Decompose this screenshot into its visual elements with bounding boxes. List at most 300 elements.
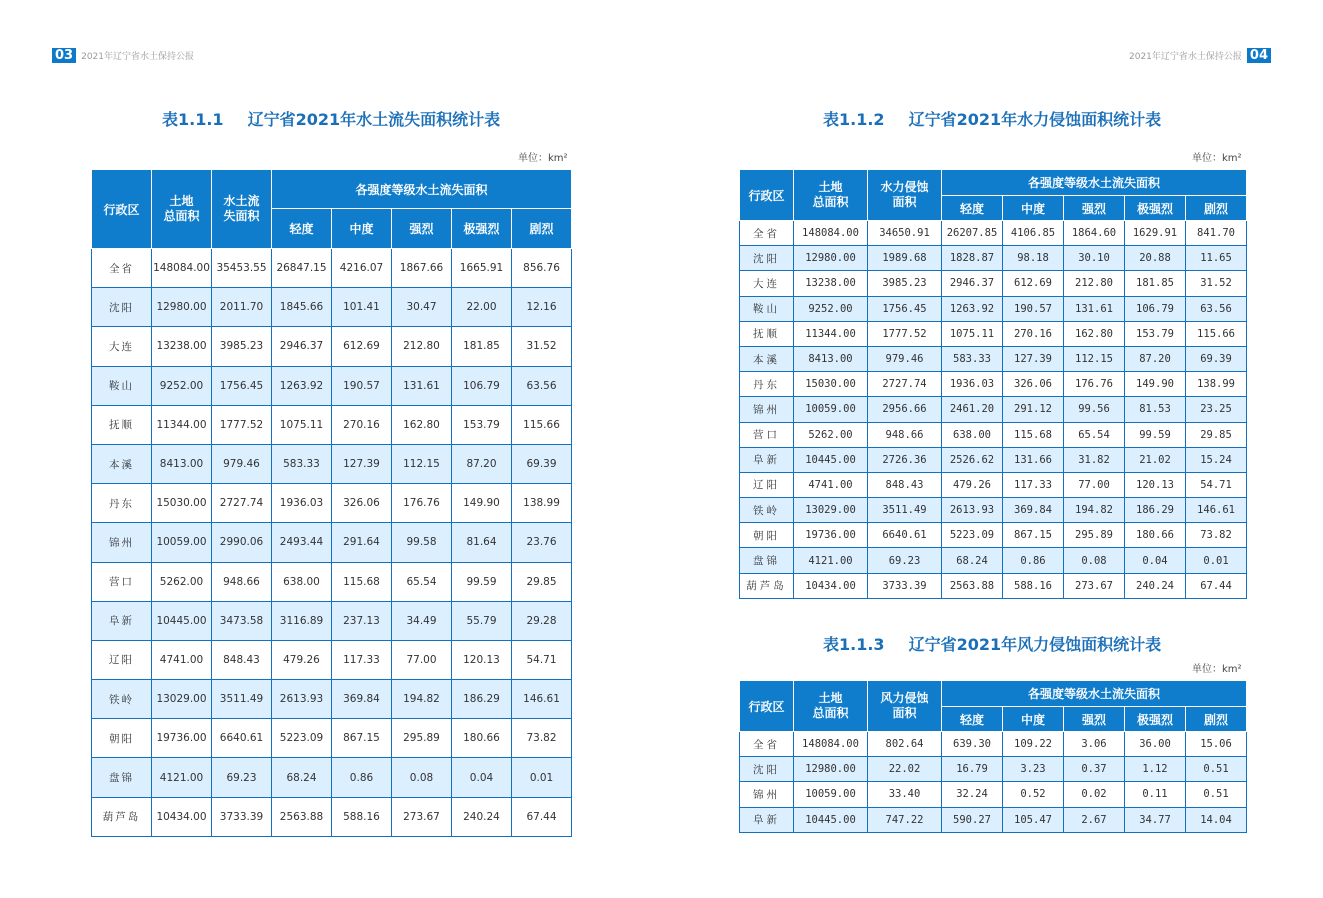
value-cell: 612.69: [1003, 271, 1064, 296]
region-cell: 辽阳: [92, 640, 152, 679]
value-cell: 3473.58: [212, 601, 272, 640]
value-cell: 26847.15: [272, 249, 332, 288]
region-cell: 丹东: [92, 484, 152, 523]
table-row: [740, 447, 1247, 472]
header-level-light: 轻度: [942, 196, 1003, 221]
value-cell: 10434.00: [794, 573, 868, 598]
left-page-number: 03: [52, 48, 76, 63]
value-cell: 0.86: [332, 758, 392, 797]
value-cell: 31.52: [1186, 271, 1247, 296]
value-cell: 54.71: [512, 640, 572, 679]
value-cell: 583.33: [272, 444, 332, 483]
table1: [91, 169, 572, 837]
region-cell: 朝阳: [740, 523, 794, 548]
value-cell: 588.16: [1003, 573, 1064, 598]
region-cell: 辽阳: [740, 472, 794, 497]
value-cell: 2493.44: [272, 523, 332, 562]
value-cell: 15.06: [1186, 732, 1247, 757]
region-cell: 沈阳: [740, 757, 794, 782]
region-cell: 阜新: [92, 601, 152, 640]
value-cell: 590.27: [942, 807, 1003, 832]
value-cell: 69.39: [1186, 346, 1247, 371]
header-land-area: 土地 总面积: [794, 170, 868, 221]
value-cell: 106.79: [1125, 296, 1186, 321]
value-cell: 99.58: [392, 523, 452, 562]
value-cell: 583.33: [942, 346, 1003, 371]
value-cell: 326.06: [332, 484, 392, 523]
value-cell: 1989.68: [868, 246, 942, 271]
table-row: [92, 405, 572, 444]
table-row: [740, 782, 1247, 807]
value-cell: 8413.00: [794, 346, 868, 371]
table-row: [92, 366, 572, 405]
value-cell: 29.85: [512, 562, 572, 601]
region-cell: 全省: [740, 221, 794, 246]
region-cell: 抚顺: [740, 321, 794, 346]
value-cell: 101.41: [332, 288, 392, 327]
header-wind-erosion-area: 风力侵蚀 面积: [868, 681, 942, 732]
value-cell: 1777.52: [212, 405, 272, 444]
value-cell: 30.10: [1064, 246, 1125, 271]
value-cell: 1665.91: [452, 249, 512, 288]
value-cell: 31.82: [1064, 447, 1125, 472]
value-cell: 3733.39: [868, 573, 942, 598]
value-cell: 240.24: [452, 797, 512, 836]
table-row: [740, 296, 1247, 321]
region-cell: 阜新: [740, 447, 794, 472]
value-cell: 15030.00: [152, 484, 212, 523]
value-cell: 73.82: [1186, 523, 1247, 548]
region-cell: 锦州: [92, 523, 152, 562]
header-level-moderate: 中度: [332, 209, 392, 249]
value-cell: 99.56: [1064, 397, 1125, 422]
value-cell: 856.76: [512, 249, 572, 288]
table-row: [740, 221, 1247, 246]
value-cell: 149.90: [452, 484, 512, 523]
table-row: [92, 444, 572, 483]
value-cell: 295.89: [1064, 523, 1125, 548]
value-cell: 4741.00: [794, 472, 868, 497]
value-cell: 291.64: [332, 523, 392, 562]
value-cell: 87.20: [452, 444, 512, 483]
region-cell: 大连: [92, 327, 152, 366]
value-cell: 0.11: [1125, 782, 1186, 807]
header-level-moderate: 中度: [1003, 196, 1064, 221]
value-cell: 2946.37: [942, 271, 1003, 296]
value-cell: 479.26: [942, 472, 1003, 497]
value-cell: 138.99: [512, 484, 572, 523]
region-cell: 本溪: [92, 444, 152, 483]
value-cell: 69.23: [868, 548, 942, 573]
value-cell: 9252.00: [794, 296, 868, 321]
value-cell: 34.49: [392, 601, 452, 640]
value-cell: 212.80: [1064, 271, 1125, 296]
header-region: 行政区: [92, 170, 152, 249]
value-cell: 2613.93: [272, 680, 332, 719]
value-cell: 11344.00: [794, 321, 868, 346]
region-cell: 全省: [92, 249, 152, 288]
value-cell: 23.76: [512, 523, 572, 562]
value-cell: 12980.00: [794, 246, 868, 271]
value-cell: 237.13: [332, 601, 392, 640]
value-cell: 948.66: [868, 422, 942, 447]
table-row: [740, 548, 1247, 573]
value-cell: 295.89: [392, 719, 452, 758]
value-cell: 0.08: [1064, 548, 1125, 573]
table-row: [740, 498, 1247, 523]
value-cell: 115.66: [512, 405, 572, 444]
table-row: [92, 249, 572, 288]
table1-body: [92, 249, 572, 837]
table3-number: 表1.1.3: [823, 635, 885, 654]
table-row: [92, 523, 572, 562]
value-cell: 115.68: [332, 562, 392, 601]
value-cell: 3985.23: [212, 327, 272, 366]
value-cell: 13029.00: [794, 498, 868, 523]
header-total-area: 水土流 失面积: [212, 170, 272, 249]
value-cell: 15.24: [1186, 447, 1247, 472]
value-cell: 33.40: [868, 782, 942, 807]
value-cell: 87.20: [1125, 346, 1186, 371]
table-row: [92, 797, 572, 836]
region-cell: 大连: [740, 271, 794, 296]
value-cell: 16.79: [942, 757, 1003, 782]
value-cell: 30.47: [392, 288, 452, 327]
value-cell: 848.43: [212, 640, 272, 679]
value-cell: 10059.00: [794, 782, 868, 807]
value-cell: 2526.62: [942, 447, 1003, 472]
region-cell: 沈阳: [740, 246, 794, 271]
value-cell: 22.00: [452, 288, 512, 327]
value-cell: 479.26: [272, 640, 332, 679]
value-cell: 19736.00: [794, 523, 868, 548]
value-cell: 3.06: [1064, 732, 1125, 757]
header-level-moderate: 中度: [1003, 707, 1064, 732]
header-level-intense: 强烈: [1064, 707, 1125, 732]
region-cell: 全省: [740, 732, 794, 757]
value-cell: 1629.91: [1125, 221, 1186, 246]
region-cell: 营口: [92, 562, 152, 601]
value-cell: 8413.00: [152, 444, 212, 483]
right-page-number: 04: [1247, 48, 1271, 63]
value-cell: 5223.09: [942, 523, 1003, 548]
region-cell: 阜新: [740, 807, 794, 832]
value-cell: 1828.87: [942, 246, 1003, 271]
value-cell: 1936.03: [272, 484, 332, 523]
value-cell: 146.61: [512, 680, 572, 719]
value-cell: 0.37: [1064, 757, 1125, 782]
value-cell: 31.52: [512, 327, 572, 366]
header-region: 行政区: [740, 681, 794, 732]
table-row: [92, 719, 572, 758]
value-cell: 186.29: [452, 680, 512, 719]
table3-unit: 单位：km²: [1192, 664, 1242, 675]
header-level-intense: 强烈: [1064, 196, 1125, 221]
value-cell: 181.85: [1125, 271, 1186, 296]
value-cell: 0.01: [512, 758, 572, 797]
region-cell: 营口: [740, 422, 794, 447]
value-cell: 0.86: [1003, 548, 1064, 573]
region-cell: 锦州: [740, 397, 794, 422]
value-cell: 1.12: [1125, 757, 1186, 782]
value-cell: 190.57: [1003, 296, 1064, 321]
table-row: [92, 288, 572, 327]
value-cell: 69.39: [512, 444, 572, 483]
value-cell: 115.68: [1003, 422, 1064, 447]
value-cell: 13238.00: [152, 327, 212, 366]
value-cell: 0.02: [1064, 782, 1125, 807]
table-row: [740, 397, 1247, 422]
value-cell: 112.15: [392, 444, 452, 483]
value-cell: 3985.23: [868, 271, 942, 296]
table-row: [740, 372, 1247, 397]
value-cell: 127.39: [332, 444, 392, 483]
region-cell: 鞍山: [740, 296, 794, 321]
value-cell: 1777.52: [868, 321, 942, 346]
value-cell: 131.66: [1003, 447, 1064, 472]
value-cell: 270.16: [332, 405, 392, 444]
table-row: [92, 680, 572, 719]
table-row: [740, 321, 1247, 346]
value-cell: 612.69: [332, 327, 392, 366]
value-cell: 291.12: [1003, 397, 1064, 422]
value-cell: 5262.00: [152, 562, 212, 601]
value-cell: 109.22: [1003, 732, 1064, 757]
value-cell: 1936.03: [942, 372, 1003, 397]
value-cell: 153.79: [1125, 321, 1186, 346]
region-cell: 抚顺: [92, 405, 152, 444]
value-cell: 2990.06: [212, 523, 272, 562]
value-cell: 4121.00: [152, 758, 212, 797]
region-cell: 葫芦岛: [740, 573, 794, 598]
table-row: [92, 758, 572, 797]
value-cell: 4121.00: [794, 548, 868, 573]
header-level-severe: 剧烈: [1186, 196, 1247, 221]
value-cell: 120.13: [452, 640, 512, 679]
value-cell: 979.46: [212, 444, 272, 483]
value-cell: 12980.00: [794, 757, 868, 782]
value-cell: 181.85: [452, 327, 512, 366]
value-cell: 180.66: [452, 719, 512, 758]
value-cell: 5223.09: [272, 719, 332, 758]
value-cell: 10445.00: [794, 447, 868, 472]
value-cell: 0.51: [1186, 757, 1247, 782]
right-header-title: 2021年辽宁省水土保持公报: [1129, 51, 1242, 62]
value-cell: 10059.00: [794, 397, 868, 422]
value-cell: 13238.00: [794, 271, 868, 296]
value-cell: 36.00: [1125, 732, 1186, 757]
value-cell: 747.22: [868, 807, 942, 832]
value-cell: 138.99: [1186, 372, 1247, 397]
value-cell: 1756.45: [868, 296, 942, 321]
table2-title-text: 辽宁省2021年水力侵蚀面积统计表: [908, 110, 1162, 129]
value-cell: 2011.70: [212, 288, 272, 327]
value-cell: 55.79: [452, 601, 512, 640]
left-page-header: [52, 47, 194, 63]
table1-number: 表1.1.1: [162, 110, 224, 129]
value-cell: 273.67: [1064, 573, 1125, 598]
value-cell: 369.84: [1003, 498, 1064, 523]
value-cell: 14.04: [1186, 807, 1247, 832]
value-cell: 0.04: [452, 758, 512, 797]
value-cell: 131.61: [1064, 296, 1125, 321]
value-cell: 4106.85: [1003, 221, 1064, 246]
value-cell: 1075.11: [942, 321, 1003, 346]
value-cell: 2727.74: [868, 372, 942, 397]
region-cell: 朝阳: [92, 719, 152, 758]
value-cell: 65.54: [392, 562, 452, 601]
value-cell: 240.24: [1125, 573, 1186, 598]
value-cell: 22.02: [868, 757, 942, 782]
table-row: [740, 246, 1247, 271]
value-cell: 23.25: [1186, 397, 1247, 422]
header-intensity-group: 各强度等级水土流失面积: [272, 170, 572, 209]
value-cell: 81.64: [452, 523, 512, 562]
value-cell: 4741.00: [152, 640, 212, 679]
value-cell: 32.24: [942, 782, 1003, 807]
value-cell: 99.59: [452, 562, 512, 601]
value-cell: 117.33: [1003, 472, 1064, 497]
value-cell: 638.00: [272, 562, 332, 601]
table-row: [92, 327, 572, 366]
region-cell: 铁岭: [92, 680, 152, 719]
value-cell: 6640.61: [212, 719, 272, 758]
value-cell: 841.70: [1186, 221, 1247, 246]
value-cell: 848.43: [868, 472, 942, 497]
value-cell: 190.57: [332, 366, 392, 405]
value-cell: 149.90: [1125, 372, 1186, 397]
value-cell: 127.39: [1003, 346, 1064, 371]
value-cell: 176.76: [1064, 372, 1125, 397]
header-land-area: 土地 总面积: [152, 170, 212, 249]
header-level-light: 轻度: [942, 707, 1003, 732]
header-land-area: 土地 总面积: [794, 681, 868, 732]
value-cell: 2956.66: [868, 397, 942, 422]
value-cell: 77.00: [392, 640, 452, 679]
header-level-light: 轻度: [272, 209, 332, 249]
value-cell: 176.76: [392, 484, 452, 523]
value-cell: 69.23: [212, 758, 272, 797]
table-row: [92, 484, 572, 523]
header-level-severe: 剧烈: [1186, 707, 1247, 732]
table-row: [740, 422, 1247, 447]
value-cell: 99.59: [1125, 422, 1186, 447]
value-cell: 68.24: [942, 548, 1003, 573]
value-cell: 2563.88: [942, 573, 1003, 598]
value-cell: 1263.92: [942, 296, 1003, 321]
value-cell: 12.16: [512, 288, 572, 327]
value-cell: 105.47: [1003, 807, 1064, 832]
value-cell: 5262.00: [794, 422, 868, 447]
value-cell: 3116.89: [272, 601, 332, 640]
value-cell: 13029.00: [152, 680, 212, 719]
header-intensity-group: 各强度等级水土流失面积: [942, 170, 1247, 196]
value-cell: 67.44: [1186, 573, 1247, 598]
value-cell: 162.80: [1064, 321, 1125, 346]
region-cell: 铁岭: [740, 498, 794, 523]
value-cell: 867.15: [332, 719, 392, 758]
value-cell: 979.46: [868, 346, 942, 371]
value-cell: 65.54: [1064, 422, 1125, 447]
region-cell: 丹东: [740, 372, 794, 397]
left-header-title: 2021年辽宁省水土保持公报: [81, 51, 194, 62]
header-level-severe: 剧烈: [512, 209, 572, 249]
value-cell: 11.65: [1186, 246, 1247, 271]
table-row: [740, 732, 1247, 757]
table2: [739, 169, 1247, 599]
table-row: [740, 807, 1247, 832]
value-cell: 867.15: [1003, 523, 1064, 548]
value-cell: 2461.20: [942, 397, 1003, 422]
value-cell: 0.04: [1125, 548, 1186, 573]
value-cell: 802.64: [868, 732, 942, 757]
value-cell: 148084.00: [152, 249, 212, 288]
table1-title: [162, 107, 500, 130]
table-row: [740, 346, 1247, 371]
table2-number: 表1.1.2: [823, 110, 885, 129]
value-cell: 26207.85: [942, 221, 1003, 246]
value-cell: 0.52: [1003, 782, 1064, 807]
region-cell: 本溪: [740, 346, 794, 371]
header-level-very-intense: 极强烈: [452, 209, 512, 249]
value-cell: 273.67: [392, 797, 452, 836]
right-page-header: [1129, 47, 1271, 63]
value-cell: 63.56: [1186, 296, 1247, 321]
value-cell: 2726.36: [868, 447, 942, 472]
value-cell: 1756.45: [212, 366, 272, 405]
value-cell: 369.84: [332, 680, 392, 719]
value-cell: 21.02: [1125, 447, 1186, 472]
value-cell: 77.00: [1064, 472, 1125, 497]
value-cell: 73.82: [512, 719, 572, 758]
value-cell: 148084.00: [794, 732, 868, 757]
value-cell: 588.16: [332, 797, 392, 836]
value-cell: 10434.00: [152, 797, 212, 836]
header-level-very-intense: 极强烈: [1125, 196, 1186, 221]
table2-body: [740, 221, 1247, 599]
header-intensity-group: 各强度等级水土流失面积: [942, 681, 1247, 707]
value-cell: 81.53: [1125, 397, 1186, 422]
value-cell: 638.00: [942, 422, 1003, 447]
table3-title: [823, 632, 1161, 655]
region-cell: 盘锦: [92, 758, 152, 797]
value-cell: 3511.49: [212, 680, 272, 719]
value-cell: 1263.92: [272, 366, 332, 405]
table-row: [740, 271, 1247, 296]
value-cell: 0.08: [392, 758, 452, 797]
value-cell: 1075.11: [272, 405, 332, 444]
region-cell: 葫芦岛: [92, 797, 152, 836]
table-row: [92, 562, 572, 601]
value-cell: 120.13: [1125, 472, 1186, 497]
value-cell: 112.15: [1064, 346, 1125, 371]
value-cell: 948.66: [212, 562, 272, 601]
value-cell: 2946.37: [272, 327, 332, 366]
table2-title: [823, 107, 1161, 130]
value-cell: 3.23: [1003, 757, 1064, 782]
value-cell: 194.82: [392, 680, 452, 719]
value-cell: 67.44: [512, 797, 572, 836]
table-row: [740, 523, 1247, 548]
value-cell: 98.18: [1003, 246, 1064, 271]
table3: [739, 680, 1247, 833]
region-cell: 鞍山: [92, 366, 152, 405]
value-cell: 2613.93: [942, 498, 1003, 523]
value-cell: 54.71: [1186, 472, 1247, 497]
value-cell: 186.29: [1125, 498, 1186, 523]
table-row: [740, 472, 1247, 497]
value-cell: 2727.74: [212, 484, 272, 523]
